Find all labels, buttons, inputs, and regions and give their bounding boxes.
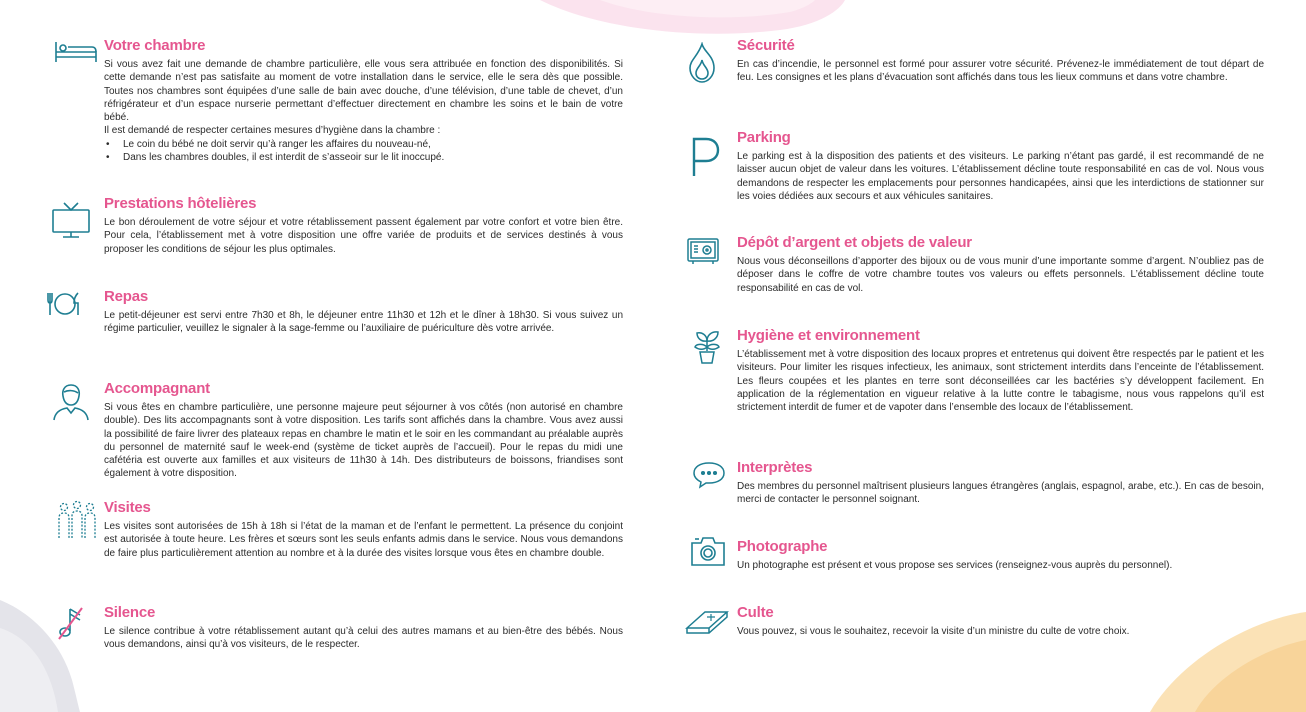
bed-icon [54, 40, 98, 64]
section-votre-chambre [104, 37, 623, 164]
section-securite [737, 37, 1264, 85]
section-title: Accompagnant [104, 380, 210, 397]
section-text: Nous vous déconseillons d’apporter des bijoux ou de vous munir d’une importante somme d’argent. N’oubliez pas de déposer dans le coffre de votre chambre toutes vos valeurs ou effets personnels. L’établissement décline toute responsabilité en cas de vol. [737, 256, 1264, 294]
section-text: Si vous êtes en chambre particulière, une personne majeure peut séjourner à vos côtés (non autorisé en chambre double). Des lits accompagnants sont à votre disposition. Les tarifs sont affichés dans la chambre. Vous avez aussi la possibilité de faire livrer des plateaux repas en chambre le matin et le soir en les commandant au préalable auprès du personnel de maternité sauf le week-end (système de ticket auprès de l’accueil). Pour le repas du midi une cafétéria est ouverte aux familles et aux visiteurs de 11h30 à 14h. Des distributeurs de boissons, friandises sont également à votre disposition. [104, 402, 623, 480]
section-title: Photographe [737, 538, 828, 555]
section-text: Des membres du personnel maîtrisent plusieurs langues étrangères (anglais, espagnol, arabe, etc.). En cas de besoin, merci de contacter le personnel soignant. [737, 481, 1264, 506]
camera-icon [690, 535, 726, 567]
section-interpretes [737, 459, 1264, 507]
section-depot-argent [737, 234, 1264, 295]
tv-icon [51, 201, 91, 239]
speech-bubble-icon [692, 461, 726, 489]
person-icon [52, 382, 90, 422]
section-title: Prestations hôtelières [104, 195, 257, 212]
list-item: • Dans les chambres doubles, il est interdit de s’asseoir sur le lit inoccupé. [104, 151, 623, 164]
section-text: Le silence contribue à votre rétablissement autant qu’à celui des autres mamans et au bien-être des bébés. Nous vous demandons, ainsi qu’à vos visiteurs, de le respecter. [104, 626, 623, 651]
section-text: L’établissement met à votre disposition des locaux propres et entretenus qui doivent être respectés par le patient et les visiteurs. Pour limiter les risques infectieux, les animaux, sont strictement interdits dans l’enceinte de l’établissement. Les fleurs coupées et les plantes en terre sont déconseillées car les bactéries s’y développent facilement. En application de la réglementation en vigueur relative à la lutte contre le tabagisme, nous vous rappelons qu’il est strictement interdit de fumer et de vapoter dans l’ensemble des locaux de l’établissement. [737, 349, 1264, 414]
section-parking [737, 129, 1264, 203]
section-text: Le petit-déjeuner est servi entre 7h30 et 8h, le déjeuner entre 11h30 et 12h et le dîner à 18h30. Si vous suivez un régime particulier, veuillez le signaler à la sage-femme ou l’auxiliaire de puériculture dès votre arrivée. [104, 310, 623, 335]
section-photographe [737, 538, 1264, 572]
section-title: Culte [737, 604, 774, 621]
section-text: Si vous avez fait une demande de chambre particulière, elle vous sera attribuée en fonction des disponibilités. Si cette demande n’est pas satisfaite au moment de votre installation dans le service, elle le sera dès que possible. Toutes nos chambres sont équipées d’une salle de bain avec douche, d’une télévision, d’une table de chevet, d’un réfrigérateur et d’un espace nurserie permettant d’effectuer directement en chambre les soins et le bain de votre bébé. [104, 59, 623, 124]
section-title: Repas [104, 288, 149, 305]
section-text: Les visites sont autorisées de 15h à 18h si l’état de la maman et de l’enfant le permettent. La présence du conjoint est autorisée à toute heure. Les frères et sœurs sont les seuls enfants admis dans le service. Nous vous demandons de faire plus particulièrement attention au nombre et à la durée des visites lorsque vous êtes en chambre double. [104, 521, 623, 559]
section-title: Visites [104, 499, 151, 516]
section-accompagnant [104, 380, 623, 481]
cutlery-plate-icon [46, 291, 80, 317]
section-text: Un photographe est présent et vous propose ses services (renseignez-vous auprès du personnel). [737, 560, 1173, 571]
section-repas [104, 288, 623, 336]
section-title: Interprètes [737, 459, 813, 476]
section-title: Votre chambre [104, 37, 206, 54]
section-title: Silence [104, 604, 156, 621]
group-icon [56, 500, 98, 542]
section-title: Hygiène et environnement [737, 327, 920, 344]
section-visites [104, 499, 623, 560]
flame-icon [686, 42, 718, 84]
parking-icon [690, 136, 722, 178]
section-culte [737, 604, 1264, 638]
section-hygiene [737, 327, 1264, 414]
safe-icon [687, 237, 719, 265]
section-title: Parking [737, 129, 791, 146]
bullet-list [104, 138, 623, 165]
section-text: Il est demandé de respecter certaines mesures d’hygiène dans la chambre : [104, 125, 441, 137]
section-prestations-hotelieres [104, 195, 623, 256]
no-music-icon [56, 605, 86, 643]
section-title: Sécurité [737, 37, 795, 54]
book-icon [685, 608, 729, 638]
section-text: Vous pouvez, si vous le souhaitez, recevoir la visite d’un ministre du culte de votre choix. [737, 626, 1130, 637]
list-item: • Le coin du bébé ne doit servir qu’à ranger les affaires du nouveau-né, [104, 138, 623, 151]
plant-icon [692, 329, 722, 365]
section-silence [104, 604, 623, 652]
section-text: En cas d’incendie, le personnel est formé pour assurer votre sécurité. Prévenez-le immédiatement de tout départ de feu. Les consignes et les plans d’évacuation sont affichés dans tous les lieux communs et dans votre chambre. [737, 59, 1264, 84]
section-title: Dépôt d’argent et objets de valeur [737, 234, 972, 251]
section-text: Le bon déroulement de votre séjour et votre rétablissement passent également par votre confort et votre bien être. Pour cela, l’établissement met à votre disposition une offre variée de produits et de services destinés à vous proposer les conditions de séjour les plus optimales. [104, 217, 623, 255]
section-text: Le parking est à la disposition des patients et des visiteurs. Le parking n’étant pas gardé, il est recommandé de ne laisser aucun objet de valeur dans les voitures. L’établissement décline toute responsabilité en cas de vol. Nous vous demandons de respecter les emplacements pour personnes handicapées, ainsi que les interdictions de stationner sur les voies dédiées aux secours et aux véhicules sanitaires. [737, 151, 1264, 202]
